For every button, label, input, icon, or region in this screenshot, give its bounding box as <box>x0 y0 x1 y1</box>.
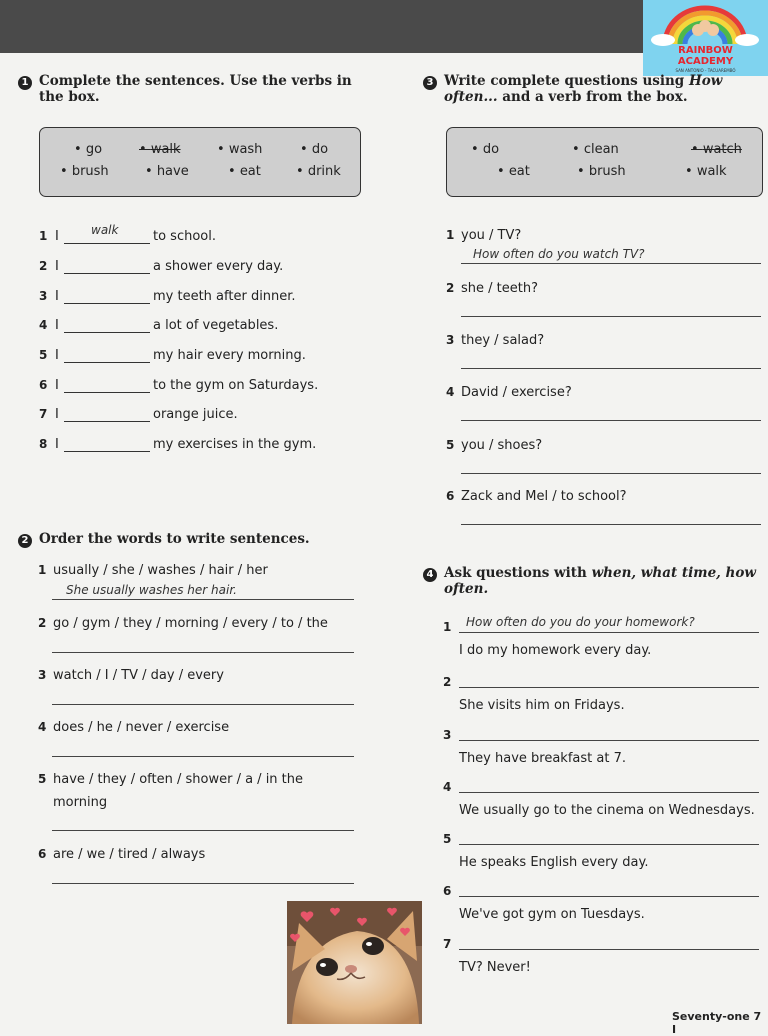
ex1-number-badge: 1 <box>18 76 32 90</box>
ex1-answer-blank[interactable] <box>64 303 150 304</box>
ex3-box-word: • clean <box>572 142 619 157</box>
ex2-item-prompt: usually / she / washes / hair / her <box>53 563 268 578</box>
ex2-answer-line[interactable] <box>52 652 354 653</box>
ex4-item-number: 1 <box>443 620 452 634</box>
ex1-item-number: 8 <box>39 437 48 451</box>
ex1-box-word: • wash <box>217 142 263 157</box>
ex1-item-number: 1 <box>39 229 48 243</box>
ex2-item-number: 6 <box>38 847 47 861</box>
ex1-item-text: orange juice. <box>153 407 238 422</box>
ex3-title-line2: often... and a verb from the box. <box>444 89 688 105</box>
ex1-box-word: • have <box>145 164 189 179</box>
ex1-answer-blank[interactable] <box>64 362 150 363</box>
ex3-item-prompt: David / exercise? <box>461 385 572 400</box>
ex4-item-number: 2 <box>443 675 452 689</box>
ex1-item-subject: I <box>55 437 59 452</box>
ex3-answer-line[interactable] <box>461 420 761 421</box>
ex2-item-prompt: have / they / often / shower / a / in the <box>53 772 304 787</box>
ex3-item-number: 4 <box>446 385 455 399</box>
ex4-item-number: 4 <box>443 780 452 794</box>
ex3-item-number: 6 <box>446 489 455 503</box>
ex3-box-word: • brush <box>577 164 626 179</box>
ex2-item-prompt: are / we / tired / always <box>53 847 206 862</box>
ex2-item-number: 3 <box>38 668 47 682</box>
ex4-answer-line[interactable] <box>459 844 759 845</box>
ex3-item-prompt: you / shoes? <box>461 438 543 453</box>
ex3-item-number: 3 <box>446 333 455 347</box>
ex1-answer-blank[interactable] <box>64 451 150 452</box>
ex1-box-word: • walk <box>139 142 181 157</box>
ex1-item-number: 5 <box>39 348 48 362</box>
ex3-heading <box>423 73 763 105</box>
ex3-box-word: • watch <box>691 142 742 157</box>
ex3-item-number: 1 <box>446 228 455 242</box>
ex3-answer-line[interactable] <box>461 524 761 525</box>
ex1-item-subject: I <box>55 407 59 422</box>
logo-line3: SAN ANTONIO - TACUAREMBÓ <box>675 68 736 73</box>
ex3-item-number: 2 <box>446 281 455 295</box>
ex4-item-reply: They have breakfast at 7. <box>459 751 626 766</box>
ex4-answer-line[interactable] <box>459 740 759 741</box>
ex4-item-number: 7 <box>443 937 452 951</box>
ex1-item-subject: I <box>55 289 59 304</box>
ex1-item-text: a shower every day. <box>153 259 284 274</box>
ex2-number-badge: 2 <box>18 534 32 548</box>
cat-sticker-image <box>287 901 422 1024</box>
ex3-box-word: • eat <box>497 164 530 179</box>
ex1-answer-blank[interactable] <box>64 273 150 274</box>
ex1-item-number: 3 <box>39 289 48 303</box>
ex4-title-line2: often. <box>444 581 489 597</box>
ex3-item-prompt: you / TV? <box>461 228 522 243</box>
ex2-answer-line[interactable] <box>52 756 354 757</box>
ex4-answer-line[interactable] <box>459 687 759 688</box>
ex4-item-reply: He speaks English every day. <box>459 855 649 870</box>
ex1-item-subject: I <box>55 318 59 333</box>
ex1-item-text: my hair every morning. <box>153 348 306 363</box>
ex4-item-reply: We've got gym on Tuesdays. <box>459 907 645 922</box>
ex1-box-word: • brush <box>60 164 109 179</box>
ex1-item-subject: I <box>55 348 59 363</box>
ex2-title: Order the words to write sentences. <box>39 531 310 547</box>
ex3-box-word: • walk <box>685 164 727 179</box>
ex1-item-number: 7 <box>39 407 48 421</box>
ex1-box-word: • drink <box>296 164 341 179</box>
ex3-item-prompt: Zack and Mel / to school? <box>461 489 627 504</box>
page-number: Seventy-one 7 I <box>672 1010 762 1036</box>
ex4-item-reply: She visits him on Fridays. <box>459 698 625 713</box>
ex4-item-number: 6 <box>443 884 452 898</box>
ex1-box-word: • eat <box>228 164 261 179</box>
ex1-item-text: a lot of vegetables. <box>153 318 279 333</box>
ex1-title-line1: Complete the sentences. Use the verbs in <box>39 73 352 89</box>
ex3-box-word: • do <box>471 142 500 157</box>
ex1-item-text: my teeth after dinner. <box>153 289 296 304</box>
ex1-answer-blank[interactable] <box>64 421 150 422</box>
ex4-title-line1: Ask questions with when, what time, how <box>444 565 757 581</box>
ex4-heading <box>423 565 763 597</box>
ex1-box-word: • go <box>74 142 103 157</box>
ex1-item-subject: I <box>55 378 59 393</box>
ex4-answer[interactable]: How often do you do your homework? <box>466 615 695 629</box>
ex3-number-badge: 3 <box>423 76 437 90</box>
ex1-item-subject: I <box>55 259 59 274</box>
ex2-answer-line[interactable] <box>52 599 354 600</box>
ex2-answer[interactable]: She usually washes her hair. <box>66 583 237 597</box>
ex1-answer-blank[interactable] <box>64 243 150 244</box>
ex3-answer[interactable]: How often do you watch TV? <box>473 247 645 261</box>
ex3-item-number: 5 <box>446 438 455 452</box>
ex4-item-reply: I do my homework every day. <box>459 643 652 658</box>
ex1-title-line2: the box. <box>39 89 100 105</box>
ex1-answer[interactable]: walk <box>91 223 119 237</box>
ex4-item-reply: We usually go to the cinema on Wednesdays. <box>459 803 755 818</box>
logo-line1: RAINBOW <box>678 45 733 56</box>
ex3-answer-line[interactable] <box>461 316 761 317</box>
ex1-verb-box <box>39 127 361 197</box>
ex1-item-subject: I <box>55 229 59 244</box>
ex1-item-text: to the gym on Saturdays. <box>153 378 319 393</box>
ex1-item-number: 2 <box>39 259 48 273</box>
ex1-answer-blank[interactable] <box>64 392 150 393</box>
ex4-answer-line[interactable] <box>459 632 759 633</box>
ex4-answer-line[interactable] <box>459 949 759 950</box>
ex2-item-prompt: watch / I / TV / day / every <box>53 668 224 683</box>
ex2-heading <box>18 531 398 547</box>
ex1-item-number: 4 <box>39 318 48 332</box>
ex1-item-number: 6 <box>39 378 48 392</box>
ex1-answer-blank[interactable] <box>64 332 150 333</box>
ex4-item-reply: TV? Never! <box>459 960 531 975</box>
ex4-item-number: 3 <box>443 728 452 742</box>
ex3-answer-line[interactable] <box>461 263 761 264</box>
ex2-answer-line[interactable] <box>52 883 354 884</box>
ex4-item-number: 5 <box>443 832 452 846</box>
ex2-item-number: 2 <box>38 616 47 630</box>
ex2-item-number: 1 <box>38 563 47 577</box>
ex2-item-prompt-cont: morning <box>53 795 108 810</box>
ex3-answer-line[interactable] <box>461 473 761 474</box>
ex1-item-text: to school. <box>153 229 216 244</box>
ex4-answer-line[interactable] <box>459 792 759 793</box>
ex3-item-prompt: she / teeth? <box>461 281 538 296</box>
ex2-item-prompt: does / he / never / exercise <box>53 720 230 735</box>
logo-line2: ACADEMY <box>677 56 734 67</box>
ex2-item-number: 4 <box>38 720 47 734</box>
ex1-heading <box>18 73 398 105</box>
school-logo <box>643 0 768 76</box>
ex2-answer-line[interactable] <box>52 704 354 705</box>
ex3-verb-box <box>446 127 763 197</box>
ex1-box-word: • do <box>300 142 329 157</box>
ex4-answer-line[interactable] <box>459 896 759 897</box>
ex4-number-badge: 4 <box>423 568 437 582</box>
ex3-answer-line[interactable] <box>461 368 761 369</box>
ex3-title-line1: Write complete questions using How <box>444 73 723 89</box>
ex2-item-number: 5 <box>38 772 47 786</box>
ex3-item-prompt: they / salad? <box>461 333 545 348</box>
ex1-item-text: my exercises in the gym. <box>153 437 317 452</box>
ex2-answer-line[interactable] <box>52 830 354 831</box>
ex2-item-prompt: go / gym / they / morning / every / to / the <box>53 616 328 631</box>
